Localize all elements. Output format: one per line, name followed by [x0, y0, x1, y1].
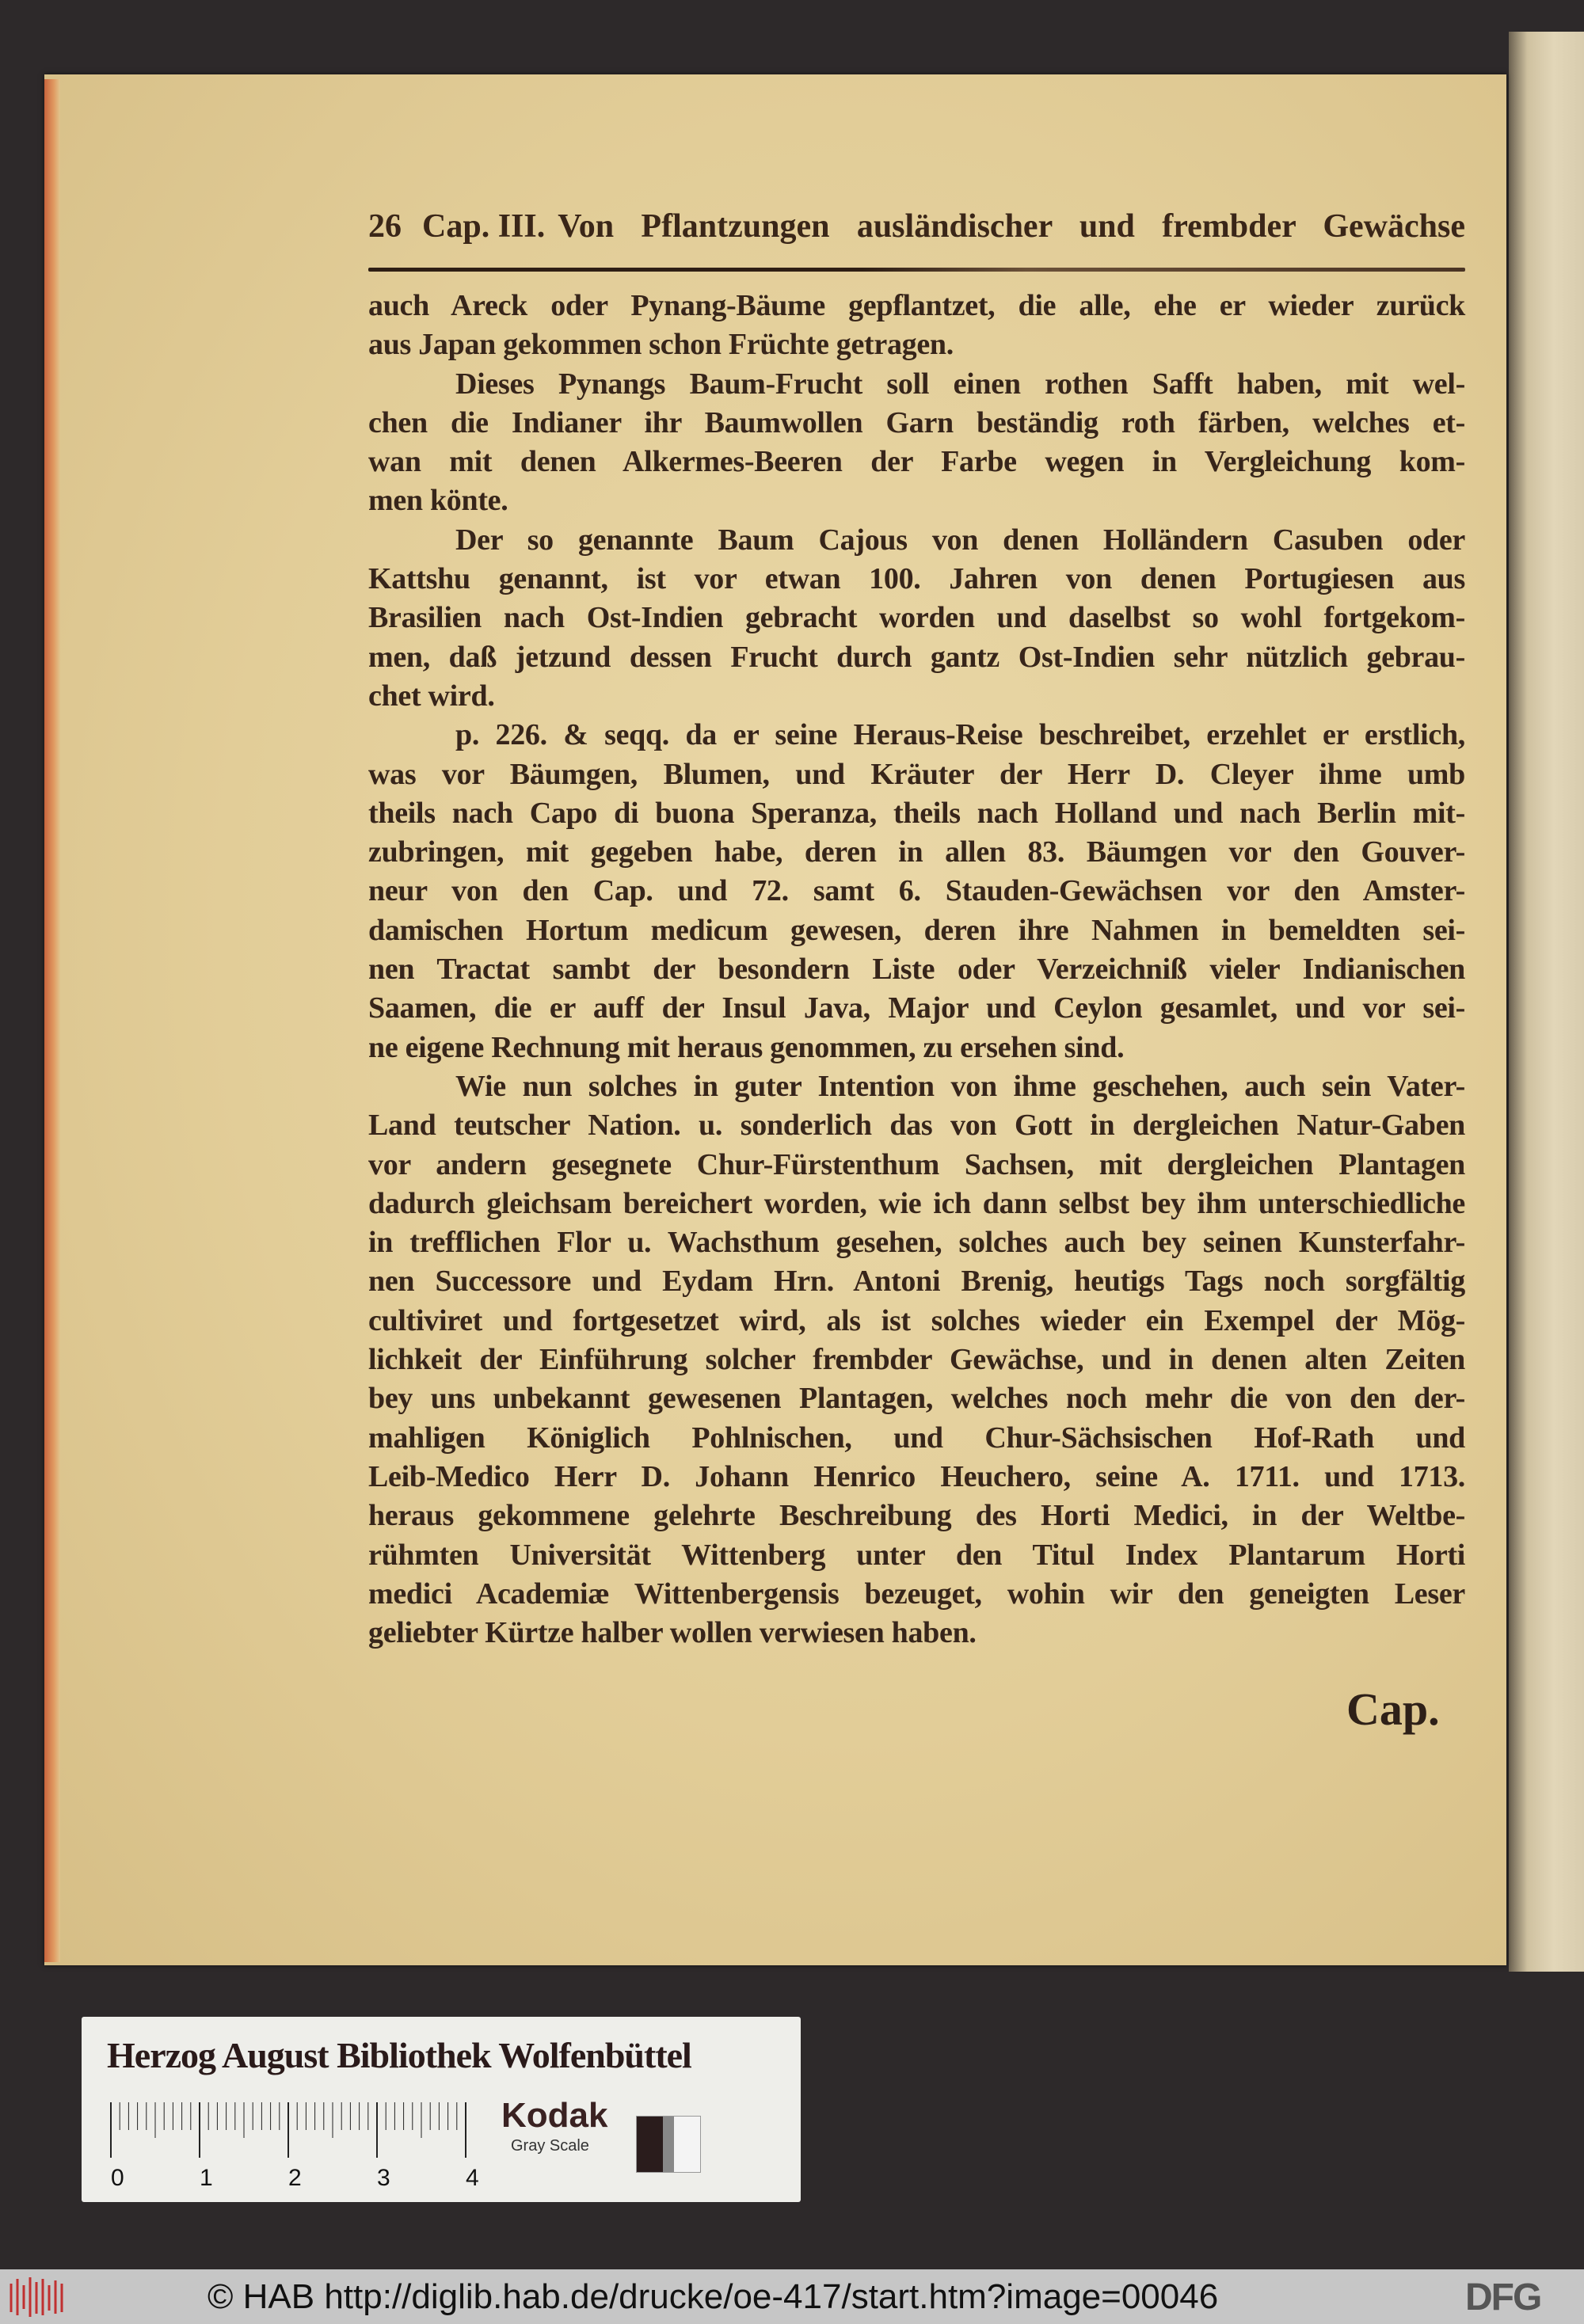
text-line: Saamen, die er auff der Insul Java, Major und Ceylon gesamlet, und vor sei- — [368, 991, 1465, 1025]
text-line: neur von den Cap. und 72. samt 6. Stauden-Gewächsen vor den Amster- — [368, 874, 1465, 908]
text-line: p. 226. & seqq. da er seine Heraus-Reise beschreibet, erzehlet er erstlich, — [455, 718, 1465, 752]
text-line: nen Successore und Eydam Hrn. Antoni Brenig, heutigs Tags noch sorgfältig — [368, 1265, 1465, 1299]
page-text — [368, 287, 1465, 1653]
ruler-label: 3 — [377, 2165, 390, 2191]
chapter-title: Von Pflantzungen ausländischer und frembder Gewächse — [558, 208, 1465, 245]
text-line: men, daß jetzund dessen Frucht durch gantz Ost-Indien sehr nützlich gebrau- — [368, 640, 1465, 674]
ruler-label: 1 — [200, 2165, 213, 2191]
page-number: 26 — [368, 208, 402, 245]
text-line: chen die Indianer ihr Baumwollen Garn beständig roth färben, welches et- — [368, 405, 1465, 439]
gray-scale-patch — [636, 2116, 701, 2173]
kodak-brand: Kodak — [501, 2096, 608, 2135]
ruler-label: 4 — [466, 2165, 479, 2191]
text-line: geliebter Kürtze halber wollen verwiesen haben. — [368, 1616, 977, 1650]
gray-scale-label: Gray Scale — [511, 2137, 589, 2155]
text-line: Kattshu genannt, ist vor etwan 100. Jahren von denen Portugiesen aus — [368, 562, 1465, 596]
text-line: dadurch gleichsam bereichert worden, wie ich dann selbst bey ihm unterschiedliche — [368, 1186, 1465, 1220]
dfg-logo: DFG — [1465, 2276, 1541, 2318]
text-line: vor andern gesegnete Chur-Fürstenthum Sachsen, mit dergleichen Plantagen — [368, 1147, 1465, 1181]
header-rule — [368, 268, 1465, 272]
running-header — [368, 207, 1465, 247]
text-line: cultiviret und fortgesetzet wird, als ist solches wieder ein Exempel der Mög- — [368, 1303, 1465, 1337]
text-line: rühmten Universität Wittenberg unter den Titul Index Plantarum Horti — [368, 1538, 1465, 1572]
text-line: nen Tractat sambt der besondern Liste oder Verzeichniß vieler Indianischen — [368, 953, 1465, 987]
text-line: heraus gekommene gelehrte Beschreibung des Horti Medici, in der Weltbe- — [368, 1499, 1465, 1533]
text-line: Leib-Medico Herr D. Johann Henrico Heuchero, seine A. 1711. und 1713. — [368, 1459, 1465, 1493]
hab-logo-icon — [6, 2274, 70, 2318]
page-edge-red — [44, 79, 60, 1962]
text-line: theils nach Capo di buona Speranza, theils nach Holland und nach Berlin mit- — [368, 796, 1465, 830]
text-line: lichkeit der Einführung solcher frembder Gewächse, und in denen alten Zeiten — [368, 1343, 1465, 1377]
text-line: Land teutscher Nation. u. sonderlich das von Gott in dergleichen Natur-Gaben — [368, 1109, 1465, 1143]
text-line: ne eigene Rechnung mit heraus genommen, zu ersehen sind. — [368, 1030, 1125, 1064]
text-line: Brasilien nach Ost-Indien gebracht worden und daselbst so wohl fortgekom- — [368, 601, 1465, 635]
ruler-scale — [109, 2102, 479, 2191]
text-line: wan mit denen Alkermes-Beeren der Farbe wegen in Vergleichung kom- — [368, 445, 1465, 479]
text-line: in trefflichen Flor u. Wachsthum gesehen, solches auch bey seinen Kunsterfahr- — [368, 1226, 1465, 1260]
text-line: was vor Bäumgen, Blumen, und Kräuter der Herr D. Cleyer ihme umb — [368, 757, 1465, 791]
text-line: Der so genannte Baum Cajous von denen Holländern Casuben oder — [455, 523, 1465, 557]
text-line: medici Academiæ Wittenbergensis bezeuget, wohin wir den geneigten Leser — [368, 1577, 1465, 1611]
text-line: chet wird. — [368, 679, 495, 713]
text-line: zubringen, mit gegeben habe, deren in allen 83. Bäumgen vor den Gouver- — [368, 835, 1465, 869]
chapter-label: Cap. III. — [422, 208, 546, 245]
color-reference-card — [82, 2017, 801, 2202]
text-line: auch Areck oder Pynang-Bäume gepflantzet, die alle, ehe er wieder zurück — [368, 289, 1465, 322]
text-line: damischen Hortum medicum gewesen, deren ihre Nahmen in bemeldten sei- — [368, 913, 1465, 947]
text-line: mahligen Königlich Pohlnischen, und Chur-Sächsischen Hof-Rath und — [368, 1421, 1465, 1455]
copyright-url: © HAB http://diglib.hab.de/drucke/oe-417/start.htm?image=00046 — [208, 2277, 1219, 2316]
text-line: aus Japan gekommen schon Früchte getragen. — [368, 328, 954, 362]
ruler-label: 2 — [288, 2165, 302, 2191]
library-name: Herzog August Bibliothek Wolfenbüttel — [107, 2035, 691, 2075]
text-line: men könte. — [368, 484, 508, 518]
adjacent-page-edge — [1509, 32, 1584, 1972]
text-line: Wie nun solches in guter Intention von ihme geschehen, auch sein Vater- — [455, 1069, 1465, 1103]
ruler-label: 0 — [111, 2165, 124, 2191]
catchword: Cap. — [1346, 1683, 1440, 1735]
text-line: Dieses Pynangs Baum-Frucht soll einen rothen Safft haben, mit wel- — [455, 367, 1465, 401]
text-line: bey uns unbekannt gewesenen Plantagen, welches noch mehr die von den der- — [368, 1382, 1465, 1416]
footer-bar — [0, 2269, 1584, 2324]
